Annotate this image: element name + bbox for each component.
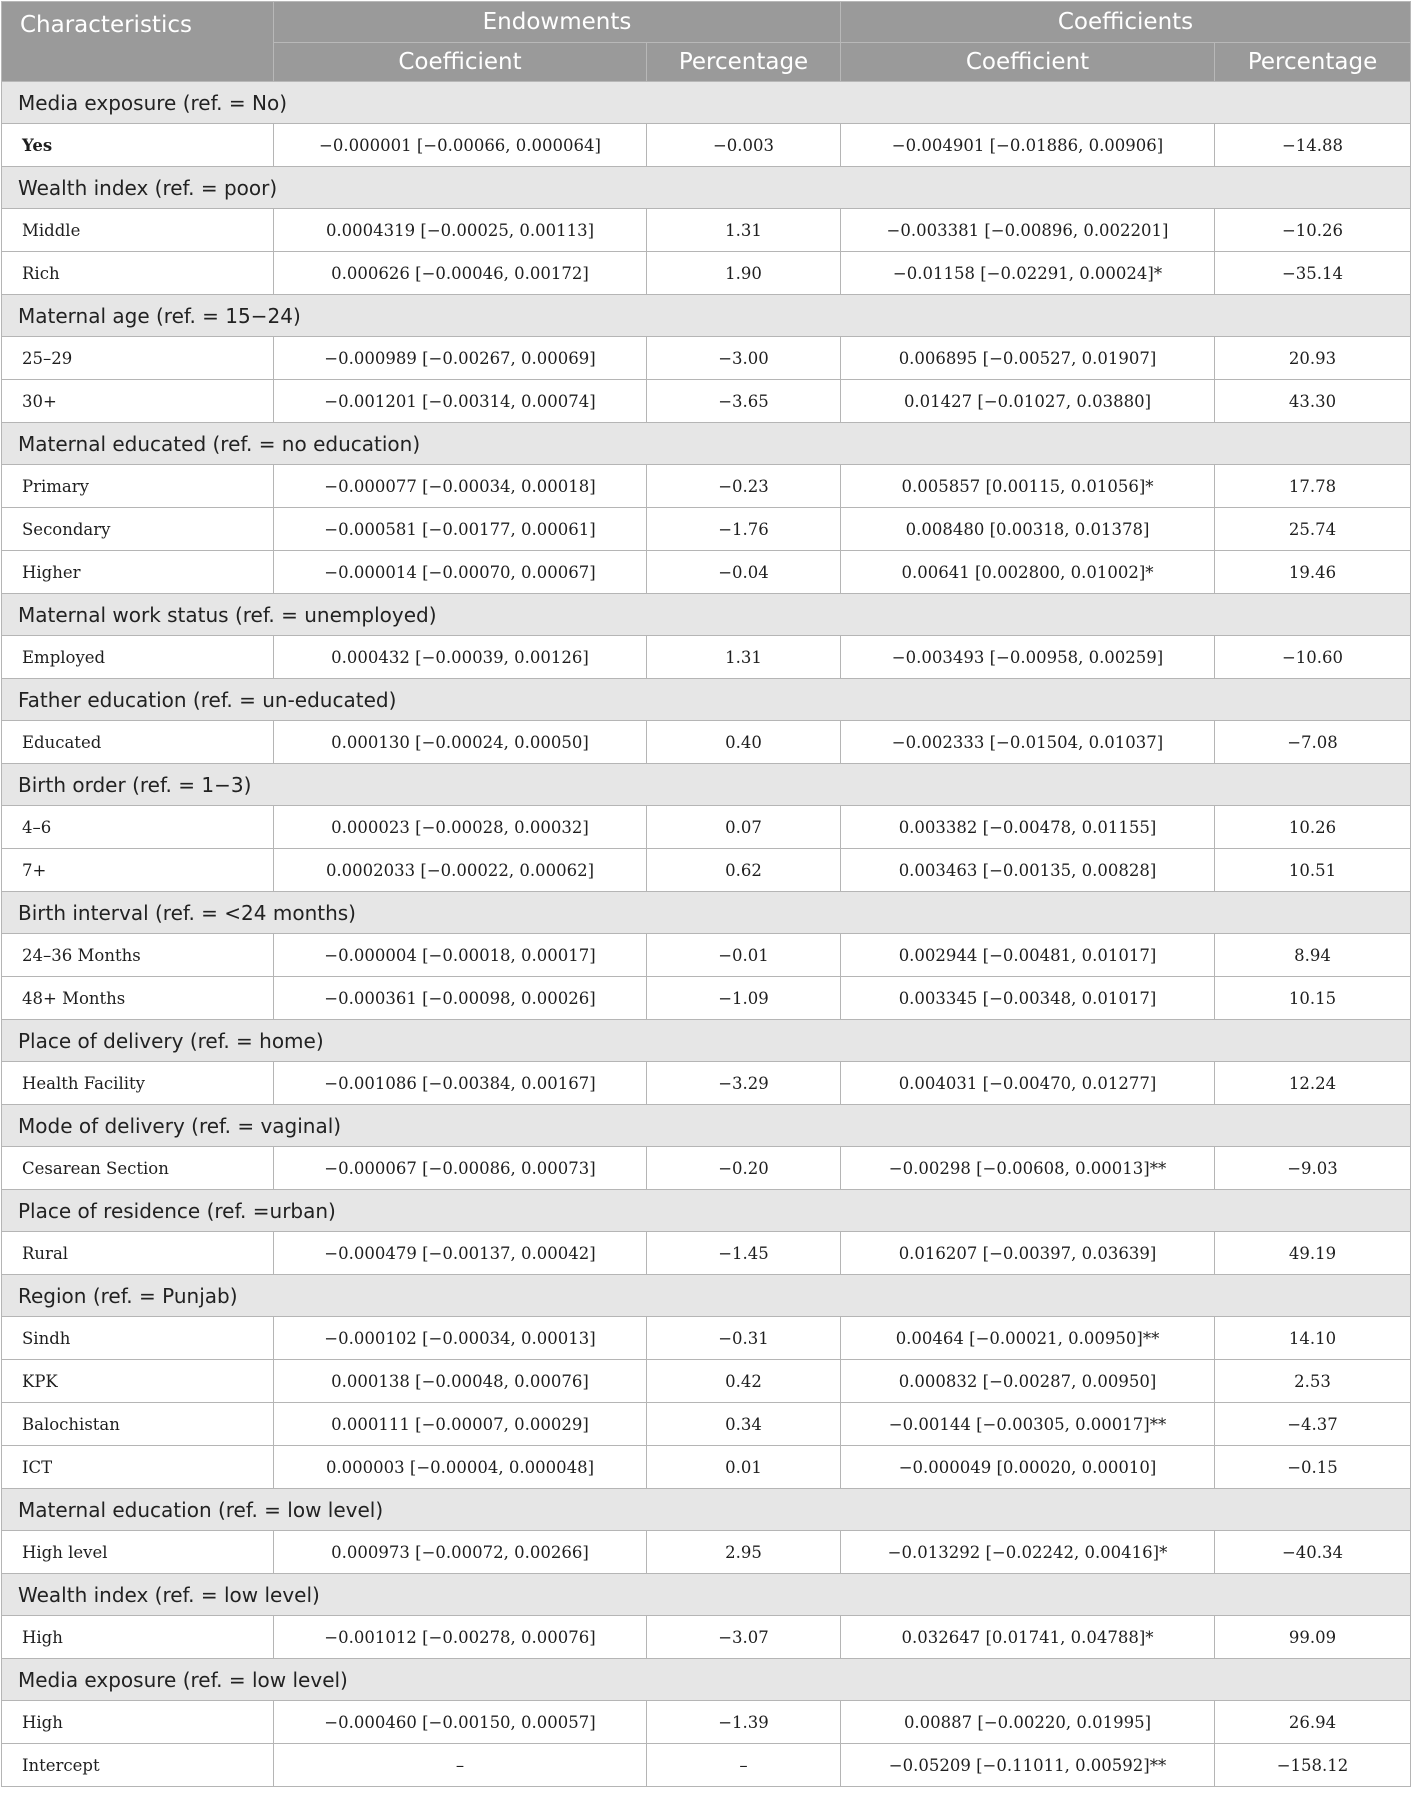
group-title: Father education (ref. = un-educated) <box>2 679 1411 721</box>
coefficient-percentage-cell: −9.03 <box>1215 1147 1411 1190</box>
coefficient-coefficient-cell: 0.032647 [0.01741, 0.04788]* <box>841 1616 1215 1659</box>
coefficient-percentage-cell: −7.08 <box>1215 721 1411 764</box>
coefficient-percentage-cell: 49.19 <box>1215 1232 1411 1275</box>
row-label: Higher <box>2 551 274 594</box>
table-row <box>2 1317 1411 1360</box>
coefficient-coefficient-cell: −0.00298 [−0.00608, 0.00013]** <box>841 1147 1215 1190</box>
coefficient-coefficient-cell: 0.00641 [0.002800, 0.01002]* <box>841 551 1215 594</box>
row-label: Educated <box>2 721 274 764</box>
endowment-percentage-cell: 2.95 <box>647 1531 841 1574</box>
endowment-coefficient-cell: −0.000067 [−0.00086, 0.00073] <box>274 1147 647 1190</box>
coefficient-coefficient-cell: 0.003463 [−0.00135, 0.00828] <box>841 849 1215 892</box>
endowment-coefficient-cell: 0.000130 [−0.00024, 0.00050] <box>274 721 647 764</box>
coefficient-percentage-cell: 20.93 <box>1215 337 1411 380</box>
group-header-row <box>2 1489 1411 1531</box>
row-label: Cesarean Section <box>2 1147 274 1190</box>
table-row <box>2 1744 1411 1787</box>
table-row <box>2 806 1411 849</box>
table-row <box>2 508 1411 551</box>
row-label: Rural <box>2 1232 274 1275</box>
endowment-coefficient-cell: −0.000004 [−0.00018, 0.00017] <box>274 934 647 977</box>
group-header-row <box>2 1659 1411 1701</box>
coefficient-coefficient-cell: 0.008480 [0.00318, 0.01378] <box>841 508 1215 551</box>
header-endowments-coefficient: Coefficient <box>274 43 647 82</box>
endowment-percentage-cell: −0.003 <box>647 124 841 167</box>
table-row <box>2 1062 1411 1105</box>
endowment-percentage-cell: −0.31 <box>647 1317 841 1360</box>
endowment-coefficient-cell: −0.000460 [−0.00150, 0.00057] <box>274 1701 647 1744</box>
coefficient-percentage-cell: 19.46 <box>1215 551 1411 594</box>
group-header-row <box>2 892 1411 934</box>
coefficient-percentage-cell: 8.94 <box>1215 934 1411 977</box>
endowment-percentage-cell: 0.01 <box>647 1446 841 1489</box>
coefficient-percentage-cell: 10.26 <box>1215 806 1411 849</box>
row-label: Employed <box>2 636 274 679</box>
coefficient-coefficient-cell: −0.013292 [−0.02242, 0.00416]* <box>841 1531 1215 1574</box>
coefficient-percentage-cell: −0.15 <box>1215 1446 1411 1489</box>
table-row <box>2 337 1411 380</box>
table-row <box>2 1616 1411 1659</box>
coefficient-coefficient-cell: 0.01427 [−0.01027, 0.03880] <box>841 380 1215 423</box>
coefficient-coefficient-cell: 0.002944 [−0.00481, 0.01017] <box>841 934 1215 977</box>
row-label: Rich <box>2 252 274 295</box>
endowment-percentage-cell: −3.29 <box>647 1062 841 1105</box>
endowment-percentage-cell: −0.20 <box>647 1147 841 1190</box>
table-row <box>2 551 1411 594</box>
endowment-percentage-cell: −1.09 <box>647 977 841 1020</box>
table-row <box>2 1360 1411 1403</box>
row-label: High level <box>2 1531 274 1574</box>
group-header-row <box>2 1190 1411 1232</box>
endowment-coefficient-cell: 0.0004319 [−0.00025, 0.00113] <box>274 209 647 252</box>
endowment-percentage-cell: −3.65 <box>647 380 841 423</box>
coefficient-coefficient-cell: 0.016207 [−0.00397, 0.03639] <box>841 1232 1215 1275</box>
header-characteristics: Characteristics <box>2 2 274 82</box>
endowment-percentage-cell: −0.23 <box>647 465 841 508</box>
group-header-row <box>2 423 1411 465</box>
row-label: 24–36 Months <box>2 934 274 977</box>
table-row <box>2 1147 1411 1190</box>
coefficient-coefficient-cell: −0.000049 [0.00020, 0.00010] <box>841 1446 1215 1489</box>
endowment-percentage-cell: −3.07 <box>647 1616 841 1659</box>
endowment-coefficient-cell: 0.000973 [−0.00072, 0.00266] <box>274 1531 647 1574</box>
row-label: 4–6 <box>2 806 274 849</box>
endowment-coefficient-cell: −0.000077 [−0.00034, 0.00018] <box>274 465 647 508</box>
group-title: Maternal education (ref. = low level) <box>2 1489 1411 1531</box>
row-label: Primary <box>2 465 274 508</box>
row-label: Middle <box>2 209 274 252</box>
endowment-coefficient-cell: 0.000138 [−0.00048, 0.00076] <box>274 1360 647 1403</box>
table-row <box>2 124 1411 167</box>
endowment-coefficient-cell: −0.000102 [−0.00034, 0.00013] <box>274 1317 647 1360</box>
endowment-coefficient-cell: −0.000001 [−0.00066, 0.000064] <box>274 124 647 167</box>
group-title: Media exposure (ref. = low level) <box>2 1659 1411 1701</box>
endowment-coefficient-cell: −0.001012 [−0.00278, 0.00076] <box>274 1616 647 1659</box>
row-label: 7+ <box>2 849 274 892</box>
endowment-coefficient-cell: −0.001086 [−0.00384, 0.00167] <box>274 1062 647 1105</box>
table-body <box>2 82 1411 1787</box>
row-label: Intercept <box>2 1744 274 1787</box>
coefficient-coefficient-cell: 0.006895 [−0.00527, 0.01907] <box>841 337 1215 380</box>
group-title: Media exposure (ref. = No) <box>2 82 1411 124</box>
group-header-row <box>2 295 1411 337</box>
table-row <box>2 1232 1411 1275</box>
endowment-coefficient-cell: 0.000626 [−0.00046, 0.00172] <box>274 252 647 295</box>
endowment-coefficient-cell: 0.000023 [−0.00028, 0.00032] <box>274 806 647 849</box>
coefficient-coefficient-cell: −0.00144 [−0.00305, 0.00017]** <box>841 1403 1215 1446</box>
endowment-percentage-cell: 0.07 <box>647 806 841 849</box>
endowment-percentage-cell: 1.31 <box>647 209 841 252</box>
table-row <box>2 636 1411 679</box>
table-row <box>2 1446 1411 1489</box>
group-header-row <box>2 1275 1411 1317</box>
coefficient-percentage-cell: 26.94 <box>1215 1701 1411 1744</box>
endowment-coefficient-cell: −0.000989 [−0.00267, 0.00069] <box>274 337 647 380</box>
group-title: Region (ref. = Punjab) <box>2 1275 1411 1317</box>
coefficient-coefficient-cell: −0.004901 [−0.01886, 0.00906] <box>841 124 1215 167</box>
group-title: Birth interval (ref. = <24 months) <box>2 892 1411 934</box>
endowment-coefficient-cell: −0.001201 [−0.00314, 0.00074] <box>274 380 647 423</box>
endowment-percentage-cell: −1.76 <box>647 508 841 551</box>
table-row <box>2 465 1411 508</box>
row-label: Sindh <box>2 1317 274 1360</box>
table-row <box>2 1701 1411 1744</box>
coefficient-percentage-cell: 17.78 <box>1215 465 1411 508</box>
endowment-percentage-cell: 0.42 <box>647 1360 841 1403</box>
coefficient-coefficient-cell: 0.003345 [−0.00348, 0.01017] <box>841 977 1215 1020</box>
coefficient-percentage-cell: −10.26 <box>1215 209 1411 252</box>
table-row <box>2 209 1411 252</box>
coefficient-percentage-cell: 14.10 <box>1215 1317 1411 1360</box>
row-label: 30+ <box>2 380 274 423</box>
table-header <box>2 2 1411 82</box>
coefficient-percentage-cell: 10.15 <box>1215 977 1411 1020</box>
group-title: Place of residence (ref. =urban) <box>2 1190 1411 1232</box>
row-label: Yes <box>2 124 274 167</box>
coefficient-coefficient-cell: 0.003382 [−0.00478, 0.01155] <box>841 806 1215 849</box>
endowment-coefficient-cell: −0.000361 [−0.00098, 0.00026] <box>274 977 647 1020</box>
group-header-row <box>2 1574 1411 1616</box>
group-header-row <box>2 764 1411 806</box>
group-title: Maternal age (ref. = 15−24) <box>2 295 1411 337</box>
endowment-coefficient-cell: −0.000581 [−0.00177, 0.00061] <box>274 508 647 551</box>
endowment-percentage-cell: 1.31 <box>647 636 841 679</box>
endowment-percentage-cell: −0.01 <box>647 934 841 977</box>
coefficient-coefficient-cell: −0.01158 [−0.02291, 0.00024]* <box>841 252 1215 295</box>
endowment-coefficient-cell: 0.0002033 [−0.00022, 0.00062] <box>274 849 647 892</box>
coefficient-coefficient-cell: 0.00887 [−0.00220, 0.01995] <box>841 1701 1215 1744</box>
endowment-percentage-cell: 0.34 <box>647 1403 841 1446</box>
group-title: Birth order (ref. = 1−3) <box>2 764 1411 806</box>
header-coefficients: Coefficients <box>841 2 1411 43</box>
row-label: ICT <box>2 1446 274 1489</box>
endowment-percentage-cell: −0.04 <box>647 551 841 594</box>
table-row <box>2 1403 1411 1446</box>
endowment-coefficient-cell: 0.000111 [−0.00007, 0.00029] <box>274 1403 647 1446</box>
header-endowments-percentage: Percentage <box>647 43 841 82</box>
group-header-row <box>2 679 1411 721</box>
endowment-coefficient-cell: −0.000014 [−0.00070, 0.00067] <box>274 551 647 594</box>
header-coefficients-percentage: Percentage <box>1215 43 1411 82</box>
header-endowments: Endowments <box>274 2 841 43</box>
row-label: Secondary <box>2 508 274 551</box>
coefficient-percentage-cell: −35.14 <box>1215 252 1411 295</box>
group-header-row <box>2 1105 1411 1147</box>
table-row <box>2 934 1411 977</box>
group-title: Maternal work status (ref. = unemployed) <box>2 594 1411 636</box>
header-coefficients-coefficient: Coefficient <box>841 43 1215 82</box>
group-header-row <box>2 594 1411 636</box>
coefficient-coefficient-cell: 0.00464 [−0.00021, 0.00950]** <box>841 1317 1215 1360</box>
row-label: 48+ Months <box>2 977 274 1020</box>
table-row <box>2 721 1411 764</box>
coefficient-percentage-cell: −4.37 <box>1215 1403 1411 1446</box>
endowment-coefficient-cell: −0.000479 [−0.00137, 0.00042] <box>274 1232 647 1275</box>
group-title: Wealth index (ref. = low level) <box>2 1574 1411 1616</box>
coefficient-coefficient-cell: −0.003493 [−0.00958, 0.00259] <box>841 636 1215 679</box>
coefficient-coefficient-cell: 0.004031 [−0.00470, 0.01277] <box>841 1062 1215 1105</box>
table-row <box>2 252 1411 295</box>
row-label: Health Facility <box>2 1062 274 1105</box>
group-header-row <box>2 82 1411 124</box>
row-label: 25–29 <box>2 337 274 380</box>
group-header-row <box>2 167 1411 209</box>
coefficient-percentage-cell: 25.74 <box>1215 508 1411 551</box>
table-row <box>2 380 1411 423</box>
endowment-percentage-cell: 0.62 <box>647 849 841 892</box>
endowment-coefficient-cell: – <box>274 1744 647 1787</box>
group-title: Wealth index (ref. = poor) <box>2 167 1411 209</box>
coefficient-coefficient-cell: −0.003381 [−0.00896, 0.002201] <box>841 209 1215 252</box>
group-title: Mode of delivery (ref. = vaginal) <box>2 1105 1411 1147</box>
row-label: High <box>2 1701 274 1744</box>
endowment-percentage-cell: −3.00 <box>647 337 841 380</box>
row-label: Balochistan <box>2 1403 274 1446</box>
endowment-percentage-cell: 0.40 <box>647 721 841 764</box>
coefficient-percentage-cell: 99.09 <box>1215 1616 1411 1659</box>
coefficient-percentage-cell: −10.60 <box>1215 636 1411 679</box>
table-row <box>2 849 1411 892</box>
coefficient-percentage-cell: −158.12 <box>1215 1744 1411 1787</box>
coefficient-coefficient-cell: 0.000832 [−0.00287, 0.00950] <box>841 1360 1215 1403</box>
table-row <box>2 977 1411 1020</box>
row-label: KPK <box>2 1360 274 1403</box>
table-row <box>2 1531 1411 1574</box>
coefficient-percentage-cell: 2.53 <box>1215 1360 1411 1403</box>
coefficient-percentage-cell: 43.30 <box>1215 380 1411 423</box>
endowment-coefficient-cell: 0.000432 [−0.00039, 0.00126] <box>274 636 647 679</box>
coefficient-percentage-cell: 10.51 <box>1215 849 1411 892</box>
endowment-percentage-cell: −1.39 <box>647 1701 841 1744</box>
coefficient-coefficient-cell: 0.005857 [0.00115, 0.01056]* <box>841 465 1215 508</box>
row-label: High <box>2 1616 274 1659</box>
coefficient-coefficient-cell: −0.05209 [−0.11011, 0.00592]** <box>841 1744 1215 1787</box>
endowment-percentage-cell: – <box>647 1744 841 1787</box>
decomposition-table <box>1 1 1411 1787</box>
group-title: Place of delivery (ref. = home) <box>2 1020 1411 1062</box>
coefficient-percentage-cell: −14.88 <box>1215 124 1411 167</box>
coefficient-percentage-cell: 12.24 <box>1215 1062 1411 1105</box>
endowment-percentage-cell: −1.45 <box>647 1232 841 1275</box>
group-title: Maternal educated (ref. = no education) <box>2 423 1411 465</box>
coefficient-coefficient-cell: −0.002333 [−0.01504, 0.01037] <box>841 721 1215 764</box>
endowment-percentage-cell: 1.90 <box>647 252 841 295</box>
coefficient-percentage-cell: −40.34 <box>1215 1531 1411 1574</box>
endowment-coefficient-cell: 0.000003 [−0.00004, 0.000048] <box>274 1446 647 1489</box>
group-header-row <box>2 1020 1411 1062</box>
